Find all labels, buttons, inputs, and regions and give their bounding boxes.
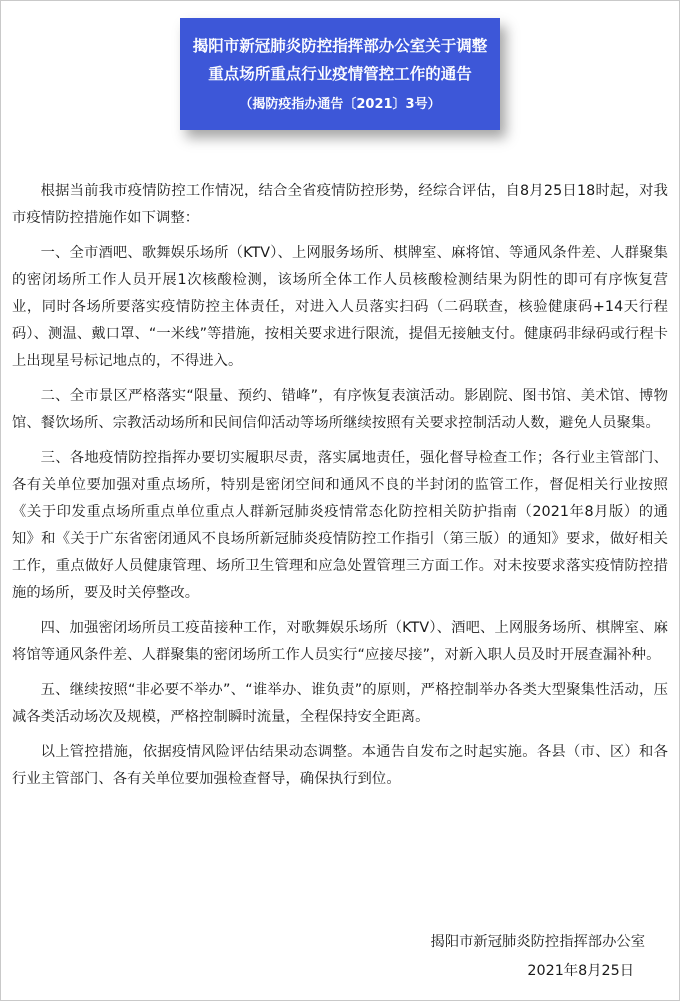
- notice-body: [12, 178, 668, 801]
- closing-paragraph: 以上管控措施，依据疫情风险评估结果动态调整。本通告自发布之时起实施。各县（市、区）和各行业主管部门、各有关单位要加强检查督导，确保执行到位。: [12, 744, 668, 787]
- item-4-paragraph: 四、加强密闭场所员工疫苗接种工作，对歌舞娱乐场所（KTV）、酒吧、上网服务场所、棋牌室、麻将馆等通风条件差、人群聚集的密闭场所工作人员实行“应接尽接”，对新入职人员及时开展查漏补种。: [12, 620, 668, 663]
- intro-paragraph: 根据当前我市疫情防控工作情况，结合全省疫情防控形势，经综合评估，自8月25日18时起，对我市疫情防控措施作如下调整：: [12, 183, 668, 226]
- notice-title-line-2: 重点场所重点行业疫情管控工作的通告: [208, 65, 472, 83]
- issuer-signature: 揭阳市新冠肺炎防控指挥部办公室: [430, 934, 645, 950]
- item-1-paragraph: 一、全市酒吧、歌舞娱乐场所（KTV）、上网服务场所、棋牌室、麻将馆、等通风条件差、人群聚集的密闭场所工作人员开展1次核酸检测，该场所全体工作人员核酸检测结果为阴性的即可有序恢复营业，同时各场所要落实疫情防控主体责任，对进入人员落实扫码（二码联查，核验健康码+14天行程码）、测温、戴口罩、“一米线”等措施，按相关要求进行限流，提倡无接触支付。健康码非绿码或行程卡上出现星号标记地点的，不得进入。: [12, 245, 668, 369]
- document-number: （揭防疫指办通告〔2021〕3号）: [239, 97, 441, 112]
- title-banner: [180, 18, 500, 130]
- item-3-paragraph: 三、各地疫情防控指挥办要切实履职尽责，落实属地责任，强化督导检查工作；各行业主管部门、各有关单位要加强对重点场所，特别是密闭空间和通风不良的半封闭的监管工作，督促相关行业按照《关于印发重点场所重点单位重点人群新冠肺炎疫情常态化防控相关防护指南（2021年8月版）的通知》和《关于广东省密闭通风不良场所新冠肺炎疫情防控工作指引（第三版）的通知》要求，做好相关工作，重点做好人员健康管理、场所卫生管理和应急处置管理三方面工作。对未按要求落实疫情防控措施的场所，要及时关停整改。: [12, 450, 668, 601]
- notice-title-line-1: 揭阳市新冠肺炎防控指挥部办公室关于调整: [192, 37, 488, 55]
- item-5-paragraph: 五、继续按照“非必要不举办”、“谁举办、谁负责”的原则，严格控制举办各类大型聚集性活动，压减各类活动场次及规模，严格控制瞬时流量，全程保持安全距离。: [12, 682, 668, 725]
- issue-date: 2021年8月25日: [527, 963, 634, 979]
- item-2-paragraph: 二、全市景区严格落实“限量、预约、错峰”，有序恢复表演活动。影剧院、图书馆、美术馆、博物馆、餐饮场所、宗教活动场所和民间信仰活动等场所继续按照有关要求控制活动人数，避免人员聚集。: [12, 388, 668, 431]
